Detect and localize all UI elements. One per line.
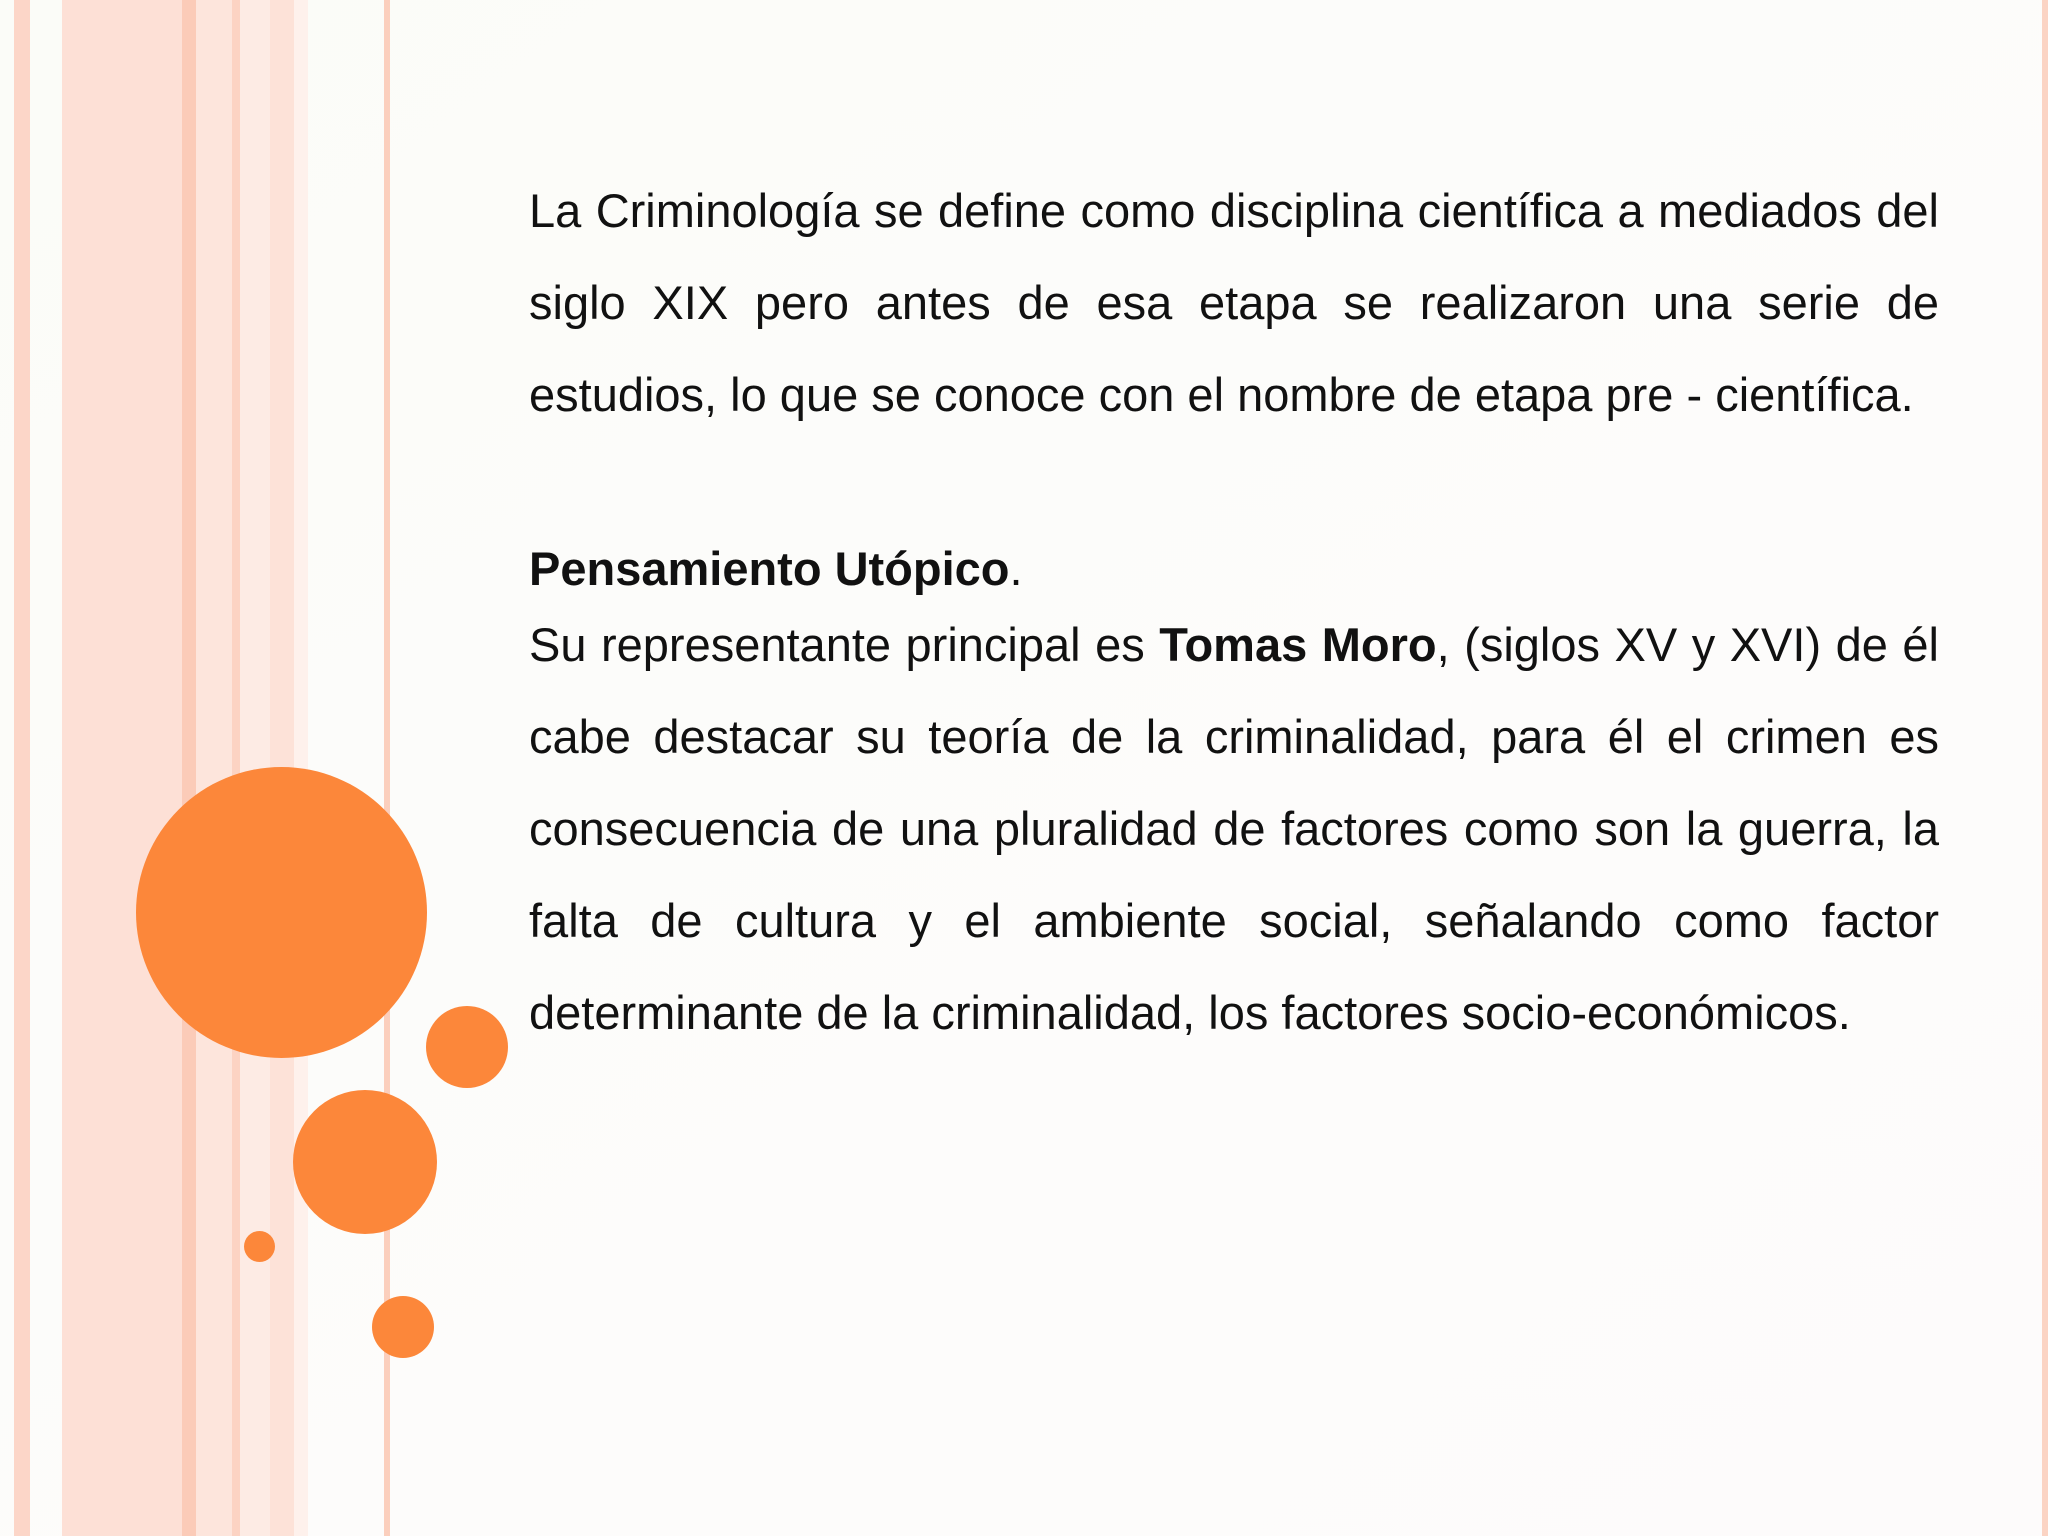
small-circle — [426, 1006, 508, 1088]
small-circle — [372, 1296, 434, 1358]
paragraph-intro: Su representante principal es — [529, 618, 1160, 671]
intro-paragraph: La Criminología se define como disciplina científica a mediados del siglo XIX pero antes de esa etapa se realizaron una serie de estudios, lo que se conoce con el nombre de etapa pre - científica. — [529, 184, 1939, 421]
slide-body — [529, 165, 1939, 1059]
section-heading — [529, 539, 1939, 599]
heading-period: . — [1009, 542, 1023, 595]
paragraph-rest: , (siglos XV y XVI) de él cabe destacar su teoría de la criminalidad, para él el crimen es consecuencia de una pluralidad de factores como son la guerra, la falta de cultura y el ambiente social, señalando como factor determinante de la criminalidad, los factores socio-económicos. — [529, 618, 1939, 1039]
decorative-stripes — [0, 0, 400, 1536]
body-paragraph — [529, 599, 1939, 1059]
right-edge-stripe — [2042, 0, 2048, 1536]
stripe — [196, 0, 232, 1536]
heading-bold-text: Pensamiento Utópico — [529, 542, 1010, 595]
large-circle — [136, 767, 427, 1058]
medium-circle — [293, 1090, 437, 1234]
representative-name: Tomas Moro — [1159, 618, 1437, 671]
stripe — [182, 0, 196, 1536]
tiny-circle — [244, 1231, 275, 1262]
stripe — [232, 0, 240, 1536]
stripe — [62, 0, 182, 1536]
stripe — [14, 0, 30, 1536]
